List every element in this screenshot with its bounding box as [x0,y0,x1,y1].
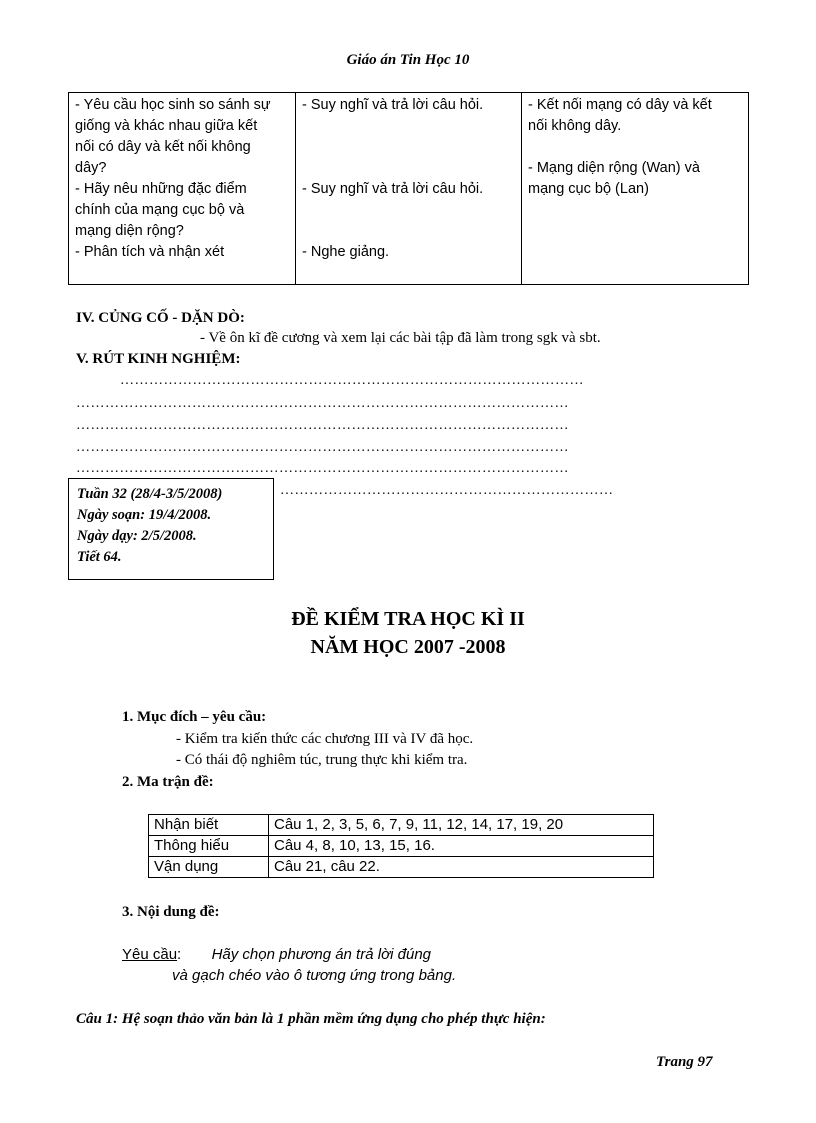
cell-text: nối không dây. [528,118,622,134]
cell-text: mạng cục bộ (Lan) [528,181,649,197]
dotted-line: …………………………………………………………… [280,483,614,498]
dotted-line: …………………………………………………………………………………… [120,373,584,388]
requirement-colon: : [177,946,182,963]
teach-date: Ngày dạy: 2/5/2008. [77,528,197,544]
cell-text: - Suy nghĩ và trả lời câu hỏi. [302,181,484,197]
cell-text: chính của mạng cục bộ và [75,202,245,218]
questions-cell: Câu 1, 2, 3, 5, 6, 7, 9, 11, 12, 14, 17, 19, 20 [269,815,654,836]
purpose-item: - Kiểm tra kiến thức các chương III và IV đã học. [176,731,474,747]
cell-text: - Hãy nêu những đặc điểm [75,181,247,197]
cell-text: dây? [75,160,107,176]
level-cell: Nhận biết [149,815,269,836]
dotted-line: ………………………………………………………………………………………… [76,461,569,476]
cell-text: - Nghe giảng. [302,244,390,260]
question-matrix-table [148,814,654,878]
cell-text: - Kết nối mạng có dây và kết [528,97,712,113]
level-cell: Thông hiểu [149,836,269,857]
cell-text: - Yêu cầu học sinh so sánh sự [75,97,271,113]
dotted-line: ………………………………………………………………………………………… [76,418,569,433]
cell-text: - Suy nghĩ và trả lời câu hỏi. [302,97,484,113]
page-header-title: Giáo án Tin Học 10 [346,52,470,68]
dotted-line: ………………………………………………………………………………………… [76,440,569,455]
purpose-item: - Có thái độ nghiêm túc, trung thực khi kiểm tra. [176,752,468,768]
requirement-line-2: và gạch chéo vào ô tương ứng trong bảng. [172,967,457,984]
matrix-heading: 2. Ma trận đề: [122,774,214,790]
section-4-heading: IV. CỦNG CỐ - DẶN DÒ: [76,310,245,326]
purpose-heading: 1. Mục đích – yêu cầu: [122,709,267,725]
activity-table [68,92,749,285]
level-cell: Vận dụng [149,857,269,878]
lesson-info-box [68,478,274,580]
prep-date: Ngày soạn: 19/4/2008. [77,507,212,523]
section-4-item: - Về ôn kĩ đề cương và xem lại các bài tập đã làm trong sgk và sbt. [200,330,601,346]
table-row [149,836,654,857]
teacher-activity-cell [69,93,296,285]
period-label: Tiết 64. [77,549,122,565]
page-number: Trang 97 [656,1054,713,1070]
requirement-text: Hãy chọn phương án trả lời đúng [211,946,432,963]
table-row [149,815,654,836]
student-activity-cell [296,93,522,285]
table-row [149,857,654,878]
questions-cell: Câu 21, câu 22. [269,857,654,878]
cell-text: nối có dây và kết nối không [75,139,251,155]
section-5-heading: V. RÚT KINH NGHIỆM: [76,351,241,367]
week-label: Tuần 32 (28/4-3/5/2008) [77,486,223,502]
content-cell [522,93,749,285]
requirement-line-1 [122,946,431,963]
table-row [69,93,749,285]
content-heading: 3. Nội dung đề: [122,904,220,920]
cell-text: - Mạng diện rộng (Wan) và [528,160,700,176]
questions-cell: Câu 4, 8, 10, 13, 15, 16. [269,836,654,857]
dotted-line: ………………………………………………………………………………………… [76,396,569,411]
cell-text: giống và khác nhau giữa kết [75,118,258,134]
cell-text: - Phân tích và nhận xét [75,244,225,260]
exam-title: ĐỀ KIỂM TRA HỌC KÌ II [291,608,525,630]
cell-text: mạng diện rộng? [75,223,184,239]
exam-year: NĂM HỌC 2007 -2008 [310,636,506,658]
question-1: Câu 1: Hệ soạn thảo văn bản là 1 phần mềm ứng dụng cho phép thực hiện: [76,1011,546,1027]
requirement-label: Yêu cầu [122,946,178,963]
